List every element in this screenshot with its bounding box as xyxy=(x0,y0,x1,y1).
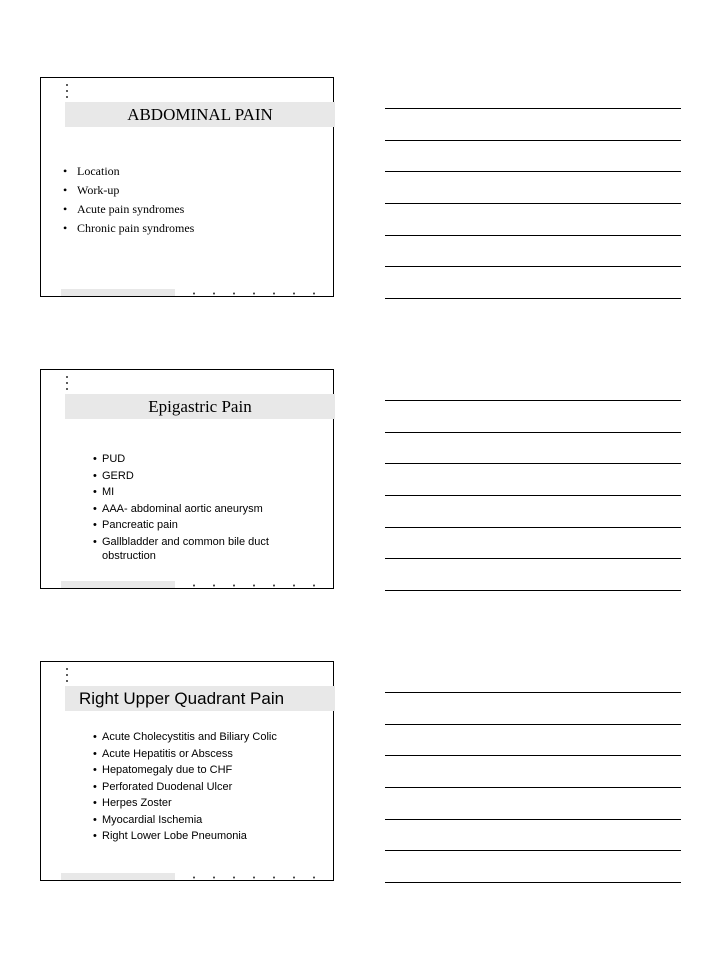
bullet-list xyxy=(63,162,194,238)
notes-line xyxy=(385,400,681,401)
slide-title: Right Upper Quadrant Pain xyxy=(79,689,285,708)
bullet-list xyxy=(95,452,315,565)
decorative-dots-vertical xyxy=(66,82,68,100)
bullet-item: • Acute Hepatitis or Abscess xyxy=(95,747,315,761)
bullet-item: • PUD xyxy=(95,452,315,466)
decorative-dots-vertical xyxy=(66,666,68,684)
slide-thumbnail-3 xyxy=(40,661,334,881)
bullet-item: • Myocardial Ischemia xyxy=(95,813,315,827)
decorative-dots-horizontal xyxy=(184,292,332,295)
bullet-item: • AAA- abdominal aortic aneurysm xyxy=(95,502,315,516)
slide-title-bar xyxy=(65,686,335,711)
notes-line xyxy=(385,850,681,851)
bullet-item: • Right Lower Lobe Pneumonia xyxy=(95,829,315,843)
slide-title-bar xyxy=(65,102,335,127)
bullet-item: • Perforated Duodenal Ulcer xyxy=(95,780,315,794)
notes-line xyxy=(385,235,681,236)
notes-line xyxy=(385,558,681,559)
bullet-item: • GERD xyxy=(95,469,315,483)
notes-line xyxy=(385,463,681,464)
bullet-item: • Herpes Zoster xyxy=(95,796,315,810)
notes-line xyxy=(385,787,681,788)
notes-line xyxy=(385,266,681,267)
notes-line xyxy=(385,692,681,693)
slide-footer-bar xyxy=(61,873,175,880)
notes-line xyxy=(385,819,681,820)
bullet-item: • Hepatomegaly due to CHF xyxy=(95,763,315,777)
notes-line xyxy=(385,495,681,496)
bullet-item: • Gallbladder and common bile duct obstruction xyxy=(95,535,315,563)
notes-line xyxy=(385,590,681,591)
decorative-dots-horizontal xyxy=(184,584,332,587)
slide-footer-bar xyxy=(61,289,175,296)
bullet-item: • Work-up xyxy=(63,181,194,200)
slide-thumbnail-1 xyxy=(40,77,334,297)
bullet-item: • MI xyxy=(95,485,315,499)
slide-thumbnail-2 xyxy=(40,369,334,589)
notes-line xyxy=(385,527,681,528)
notes-line xyxy=(385,203,681,204)
notes-line xyxy=(385,724,681,725)
notes-line xyxy=(385,882,681,883)
bullet-item: • Chronic pain syndromes xyxy=(63,219,194,238)
bullet-item: • Acute Cholecystitis and Biliary Colic xyxy=(95,730,315,744)
slide-title-bar xyxy=(65,394,335,419)
notes-line xyxy=(385,108,681,109)
bullet-item: • Location xyxy=(63,162,194,181)
notes-line xyxy=(385,171,681,172)
bullet-item: • Acute pain syndromes xyxy=(63,200,194,219)
notes-line xyxy=(385,298,681,299)
bullet-list xyxy=(95,730,315,846)
bullet-item: • Pancreatic pain xyxy=(95,518,315,532)
notes-line xyxy=(385,140,681,141)
notes-line xyxy=(385,755,681,756)
slide-footer-bar xyxy=(61,581,175,588)
decorative-dots-vertical xyxy=(66,374,68,392)
slide-title: Epigastric Pain xyxy=(148,397,252,416)
decorative-dots-horizontal xyxy=(184,876,332,879)
slide-title: ABDOMINAL PAIN xyxy=(127,105,273,124)
notes-line xyxy=(385,432,681,433)
